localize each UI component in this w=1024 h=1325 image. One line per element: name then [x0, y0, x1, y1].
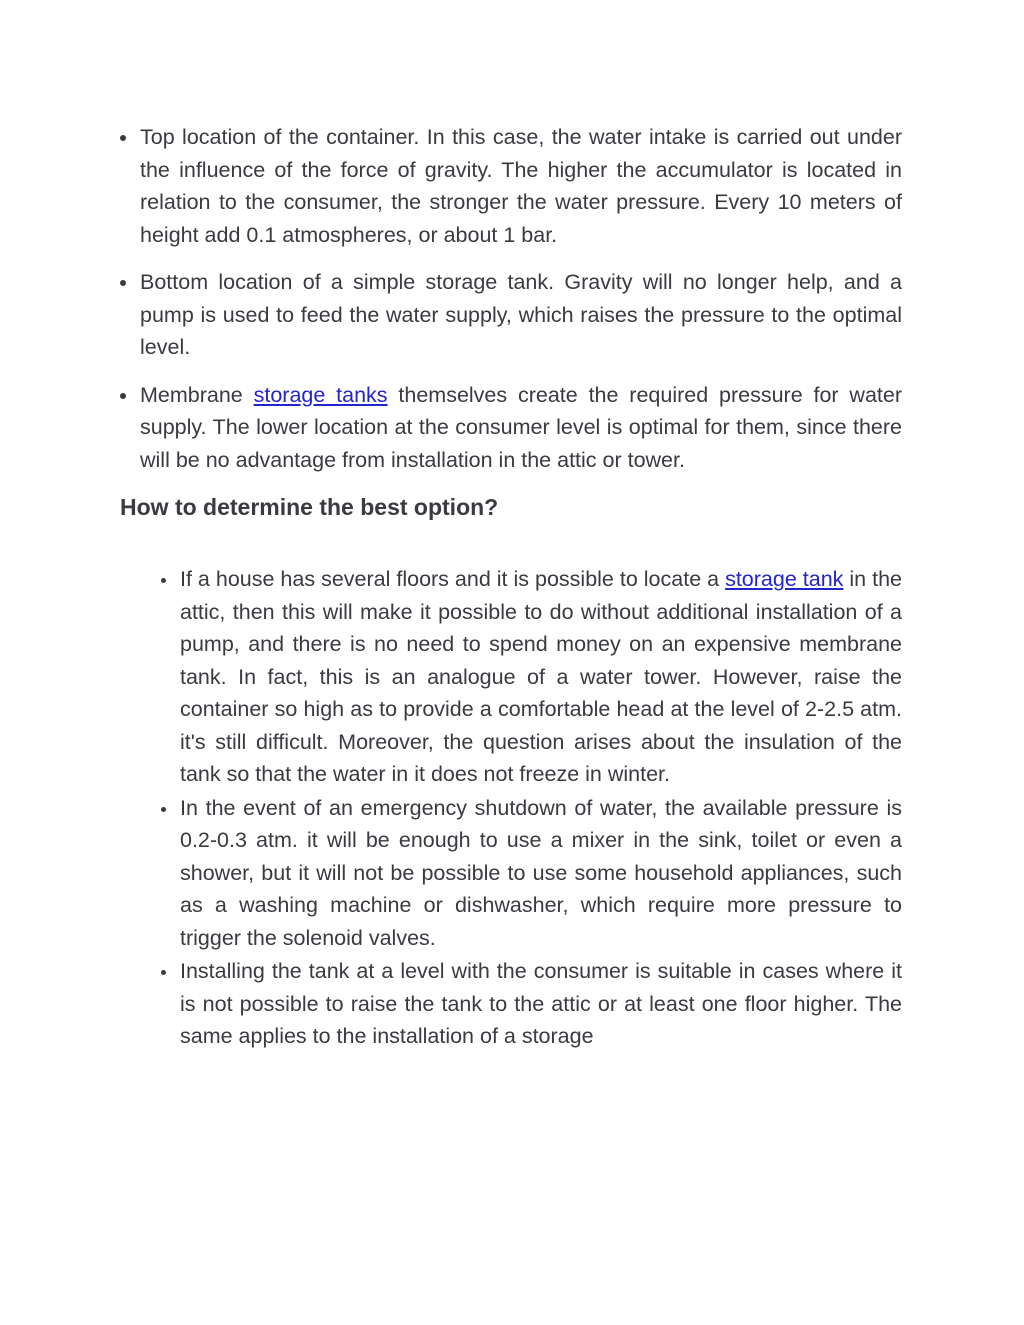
list-item: [115, 379, 902, 477]
text-run: themselves create the required pressure for water supply. The lower location at the consumer level is optimal for them, since there will be no advantage from installation in the attic or tower.: [140, 382, 903, 472]
bullet-icon: [120, 135, 126, 141]
bullet-icon: [120, 393, 126, 399]
text-run: Top location of the container. In this case, the water intake is carried out under the influence of the force of gravity. The higher the accumulator is located in relation to the consumer, the stronger the water pressure. Every 10 meters of height add 0.1 atmospheres, or about 1 bar.: [140, 125, 902, 247]
text-run: In the event of an emergency shutdown of water, the available pressure is 0.2-0.3 atm. it will be enough to use a mixer in the sink, toilet or even a shower, but it will not be possible to use some household appliances, such as a washing machine or dishwasher, which require more pressure to trigger the solenoid valves.: [180, 795, 902, 950]
text-run: If a house has several floors and it is possible to locate a: [180, 567, 726, 591]
list-item: [155, 563, 902, 791]
list-item: [115, 121, 902, 251]
storage-tank-link[interactable]: storage tank: [725, 567, 844, 591]
text-run: Membrane: [140, 382, 254, 407]
text-run: Bottom location of a simple storage tank. Gravity will no longer help, and a pump is used to feed the water supply, which raises the pressure to the optimal level.: [140, 270, 902, 359]
list-item: [155, 792, 902, 955]
bullet-icon: [161, 970, 166, 975]
list-item: [115, 266, 902, 364]
bullet-list-options: [155, 563, 902, 1053]
storage-tanks-link[interactable]: storage tanks: [253, 382, 388, 407]
list-item: [155, 955, 902, 1053]
bullet-icon: [161, 578, 166, 583]
section-heading: How to determine the best option?: [120, 494, 499, 520]
bullet-icon: [120, 280, 126, 286]
bullet-icon: [161, 807, 166, 812]
text-run: Installing the tank at a level with the consumer is suitable in cases where it is not possible to raise the tank to the attic or at least one floor higher. The same applies to the installation of a storage: [180, 959, 902, 1048]
bullet-list-top: [115, 121, 902, 476]
text-run: in the attic, then this will make it possible to do without additional installation of a pump, and there is no need to spend money on an expensive membrane tank. In fact, this is an analogue of a water tower. However, raise the container so high as to provide a comfortable head at the level of 2-2.5 atm. it's still difficult. Moreover, the question arises about the insulation of the tank so that the water in it does not freeze in winter.: [180, 567, 903, 786]
